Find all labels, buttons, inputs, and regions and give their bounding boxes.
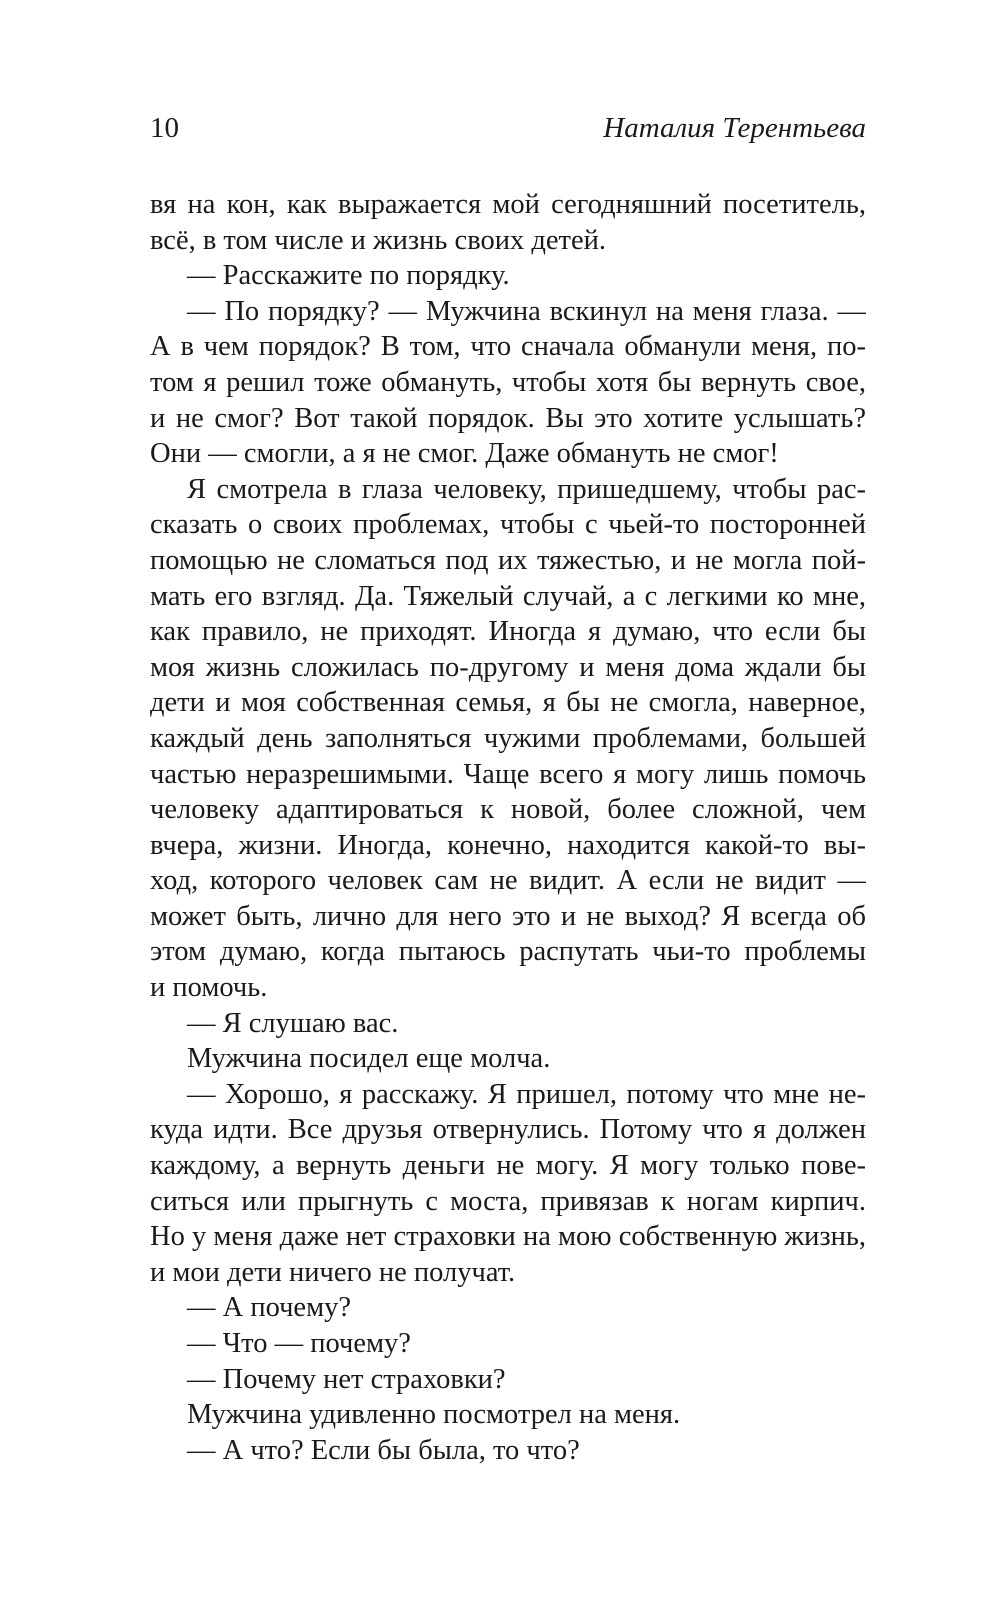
text-line: и помочь. — [150, 972, 268, 1004]
text-line: — Почему нет страховки? — [187, 1363, 506, 1395]
text-line: этом думаю, когда пытаюсь распутать чьи-то проблемы — [150, 936, 866, 968]
text-line: вя на кон, как выражается мой сегодняшний посетитель, — [150, 189, 866, 220]
text-line: — Я слушаю вас. — [187, 1007, 399, 1039]
text-line: человеку адаптироваться к новой, более сложной, чем — [150, 794, 866, 826]
text-line: куда идти. Все друзья отвернулись. Потому что я должен — [150, 1114, 866, 1146]
text-line: — А почему? — [187, 1292, 352, 1324]
text-line: как правило, не приходят. Иногда я думаю, что если бы — [150, 616, 866, 648]
text-line: помощью не сломаться под их тяжестью, и не могла пой- — [150, 544, 866, 576]
text-line: вчера, жизни. Иногда, конечно, находится какой-то вы- — [150, 829, 866, 861]
text-line: Но у меня даже нет страховки на мою собственную жизнь, — [150, 1221, 866, 1253]
body-text — [150, 187, 866, 1468]
text-line: Мужчина удивленно посмотрел на меня. — [187, 1399, 681, 1431]
text-line: и не смог? Вот такой порядок. Вы это хотите услышать? — [150, 402, 866, 434]
text-line: и мои дети ничего не получат. — [150, 1256, 516, 1288]
text-line: каждый день заполняться чужими проблемами, большей — [150, 722, 866, 754]
text-line: каждому, а вернуть деньги не могу. Я могу только пове- — [150, 1150, 866, 1182]
text-line: — Хорошо, я расскажу. Я пришел, потому что мне не- — [187, 1078, 866, 1110]
text-line: А в чем порядок? В том, что сначала обманули меня, по- — [150, 331, 866, 363]
page-number: 10 — [150, 112, 179, 144]
text-line: мать его взгляд. Да. Тяжелый случай, а с легкими ко мне, — [150, 580, 866, 612]
page-header — [150, 108, 866, 148]
text-line: Я смотрела в глаза человеку, пришедшему, чтобы рас- — [187, 473, 866, 505]
text-line: — Что — почему? — [187, 1328, 411, 1359]
text-line: частью неразрешимыми. Чаще всего я могу лишь помочь — [150, 758, 866, 790]
text-line: ситься или прыгнуть с моста, привязав к ногам кирпич. — [150, 1185, 866, 1217]
text-line: ход, которого человек сам не видит. А если не видит — — [150, 865, 866, 897]
text-line: сказать о своих проблемах, чтобы с чьей-то посторонней — [150, 509, 866, 541]
text-line: Мужчина посидел еще молча. — [187, 1043, 551, 1075]
text-line: всё, в том числе и жизнь своих детей. — [150, 224, 606, 256]
text-line: может быть, лично для него это и не выход? Я всегда об — [150, 900, 866, 932]
text-line: том я решил тоже обмануть, чтобы хотя бы вернуть свое, — [150, 366, 866, 398]
text-line: дети и моя собственная семья, я бы не смогла, наверное, — [150, 687, 866, 719]
running-head-author: Наталия Терентьева — [603, 112, 866, 144]
text-line: моя жизнь сложилась по-другому и меня дома ждали бы — [150, 651, 866, 683]
text-line: — А что? Если бы была, то что? — [187, 1434, 580, 1466]
text-line: — По порядку? — Мужчина вскинул на меня глаза. — — [187, 295, 866, 327]
text-line: Они — смогли, а я не смог. Даже обмануть не смог! — [150, 438, 779, 470]
text-line: — Расскажите по порядку. — [187, 260, 510, 292]
